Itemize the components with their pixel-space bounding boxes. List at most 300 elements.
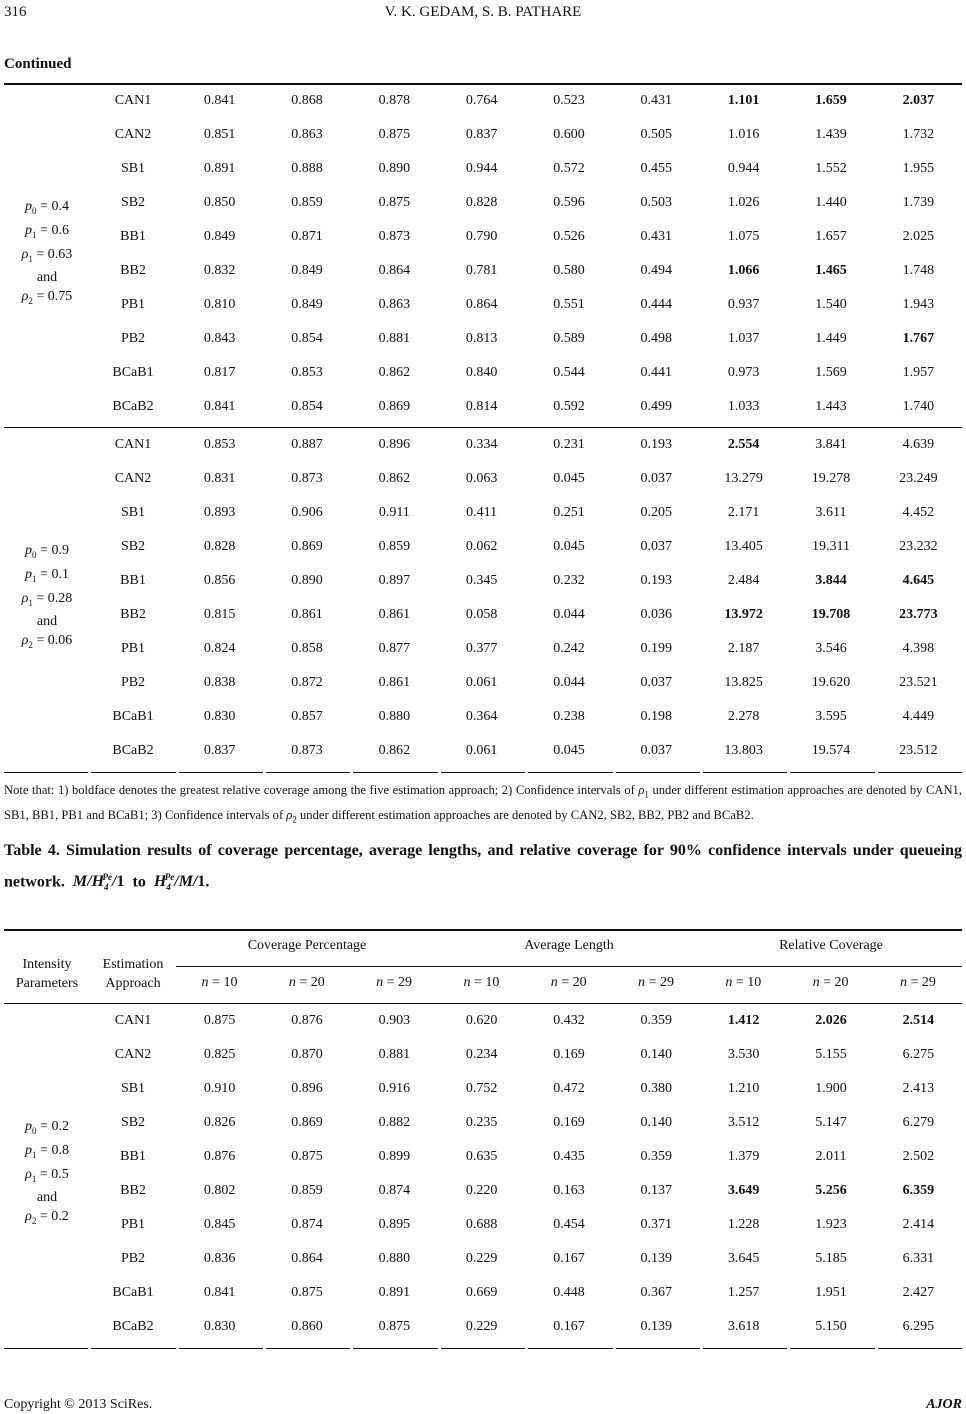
value-cell: 0.877 <box>378 641 411 656</box>
value-cell: 0.853 <box>291 365 323 380</box>
value-cell: 0.893 <box>203 505 236 520</box>
value-cell: 0.876 <box>203 1149 236 1164</box>
value-cell: 0.868 <box>291 93 323 108</box>
value-cell: 0.377 <box>465 641 498 656</box>
header-n-20: n = 20 <box>550 975 587 990</box>
value-cell: 0.367 <box>640 1285 673 1300</box>
table4-top-rule <box>4 929 962 931</box>
value-cell: 0.061 <box>465 675 498 690</box>
value-cell: 0.037 <box>640 471 673 486</box>
n-symbol: n <box>376 975 384 990</box>
value-cell: 0.861 <box>378 607 411 622</box>
parameter-subscript: 1 <box>32 573 37 584</box>
value-cell: 3.618 <box>727 1319 760 1334</box>
value-cell: 0.044 <box>553 607 585 622</box>
table-row <box>4 496 962 530</box>
value-cell: 0.861 <box>378 675 411 690</box>
parameter-symbol: ρ <box>21 590 29 606</box>
value-cell: 6.359 <box>902 1183 935 1198</box>
value-cell: 0.045 <box>553 743 585 758</box>
approach-cell: BCaB1 <box>112 709 154 724</box>
value-cell: 0.498 <box>640 331 673 346</box>
value-cell: 0.862 <box>378 471 411 486</box>
value-cell: 2.011 <box>815 1149 847 1164</box>
value-cell: 0.596 <box>553 195 585 210</box>
value-cell: 1.540 <box>815 297 847 312</box>
value-cell: 0.790 <box>465 229 498 244</box>
value-cell: 2.554 <box>727 437 760 452</box>
parameter-line: and <box>36 270 58 286</box>
value-cell: 1.951 <box>815 1285 847 1300</box>
value-cell: 0.841 <box>203 399 236 414</box>
value-cell: 0.910 <box>203 1081 236 1096</box>
parameter-symbol: p <box>25 1142 33 1158</box>
parameter-line <box>4 589 90 613</box>
value-cell: 1.740 <box>902 399 935 414</box>
value-cell: 0.551 <box>553 297 585 312</box>
parameter-subscript: 2 <box>31 1216 37 1227</box>
header-n-29: n = 29 <box>376 975 413 990</box>
value-cell: 0.836 <box>203 1251 236 1266</box>
value-cell: 0.944 <box>465 161 498 176</box>
value-cell: 0.441 <box>640 365 673 380</box>
parameter-value: = 0.5 <box>39 1166 69 1182</box>
header-n-29: n = 29 <box>899 975 936 990</box>
value-cell: 0.875 <box>291 1285 323 1300</box>
value-cell: 0.862 <box>378 365 411 380</box>
value-cell: 0.235 <box>465 1115 498 1130</box>
table-row <box>4 356 962 390</box>
parameter-value: = 0.2 <box>39 1209 69 1225</box>
value-cell: 1.657 <box>815 229 847 244</box>
value-cell: 1.026 <box>727 195 760 210</box>
value-cell: 0.167 <box>553 1251 585 1266</box>
parameter-line: and <box>36 1190 58 1206</box>
value-cell: 6.295 <box>902 1319 935 1334</box>
value-cell: 0.911 <box>378 505 410 520</box>
value-cell: 0.860 <box>291 1319 323 1334</box>
header-n-20: n = 20 <box>288 975 325 990</box>
n-symbol: n <box>638 975 646 990</box>
value-cell: 5.155 <box>815 1047 847 1062</box>
table-row <box>4 1140 962 1174</box>
value-cell: 0.875 <box>378 195 411 210</box>
parameter-value: = 0.63 <box>36 246 73 262</box>
parameter-symbol: p <box>25 222 33 238</box>
value-cell: 0.875 <box>291 1149 323 1164</box>
value-cell: 0.037 <box>640 539 673 554</box>
parameter-line <box>4 1117 90 1141</box>
n-value: 20 <box>310 975 325 990</box>
table-row <box>4 734 962 768</box>
value-cell: 0.841 <box>203 93 236 108</box>
value-cell: 0.916 <box>378 1081 411 1096</box>
value-cell: 0.880 <box>378 709 411 724</box>
value-cell: 0.205 <box>640 505 673 520</box>
value-cell: 0.869 <box>291 1115 323 1130</box>
table-row <box>4 632 962 666</box>
parameter-value: = 0.4 <box>40 198 69 214</box>
value-cell: 0.193 <box>640 437 673 452</box>
value-cell: 6.279 <box>902 1115 935 1130</box>
value-cell: 1.955 <box>902 161 935 176</box>
value-cell: 1.210 <box>727 1081 760 1096</box>
n-value: 29 <box>921 975 936 990</box>
page-number: 316 <box>4 4 27 20</box>
value-cell: 1.379 <box>727 1149 760 1164</box>
value-cell: 1.659 <box>815 93 847 108</box>
parameter-symbol: ρ <box>21 246 29 262</box>
parameter-subscript: 1 <box>28 253 33 264</box>
value-cell: 0.899 <box>378 1149 411 1164</box>
parameter-line <box>4 631 90 655</box>
approach-cell: BCaB1 <box>112 365 154 380</box>
parameter-symbol: ρ <box>21 633 29 649</box>
approach-cell: SB1 <box>120 505 146 520</box>
value-cell: 0.858 <box>291 641 323 656</box>
approach-cell: CAN2 <box>114 1047 152 1062</box>
n-value: 20 <box>834 975 849 990</box>
value-cell: 0.906 <box>291 505 323 520</box>
approach-cell: BCaB2 <box>112 399 154 414</box>
parameter-subscript: 1 <box>32 1149 37 1160</box>
value-cell: 0.813 <box>465 331 498 346</box>
value-cell: 0.359 <box>640 1149 673 1164</box>
n-value: 10 <box>747 975 762 990</box>
value-cell: 1.943 <box>902 297 935 312</box>
parameter-subscript: 2 <box>28 640 33 651</box>
value-cell: 1.101 <box>727 93 760 108</box>
header-n-20: n = 20 <box>812 975 849 990</box>
value-cell: 0.592 <box>553 399 585 414</box>
value-cell: 13.972 <box>724 607 763 622</box>
parameter-line <box>4 197 90 221</box>
value-cell: 0.359 <box>640 1013 673 1028</box>
value-cell: 1.440 <box>815 195 847 210</box>
value-cell: 19.278 <box>811 471 851 486</box>
value-cell: 1.739 <box>902 195 935 210</box>
n-symbol: n <box>550 975 558 990</box>
approach-cell: CAN1 <box>114 1013 152 1028</box>
value-cell: 0.444 <box>640 297 673 312</box>
value-cell: 0.062 <box>465 539 498 554</box>
value-cell: 0.873 <box>291 471 323 486</box>
value-cell: 0.826 <box>203 1115 236 1130</box>
approach-cell: PB2 <box>120 1251 146 1266</box>
value-cell: 0.229 <box>465 1251 498 1266</box>
n-symbol: n <box>812 975 820 990</box>
value-cell: 0.882 <box>378 1115 411 1130</box>
value-cell: 0.843 <box>203 331 236 346</box>
value-cell: 0.234 <box>465 1047 498 1062</box>
value-cell: 0.859 <box>378 539 411 554</box>
parameter-value: = 0.75 <box>36 289 73 305</box>
value-cell: 0.169 <box>553 1115 585 1130</box>
table-note <box>4 780 962 829</box>
table-row <box>4 462 962 496</box>
value-cell: 0.875 <box>203 1013 236 1028</box>
value-cell: 5.147 <box>815 1115 847 1130</box>
value-cell: 0.544 <box>553 365 585 380</box>
value-cell: 23.521 <box>899 675 938 690</box>
value-cell: 0.764 <box>465 93 498 108</box>
approach-cell: PB1 <box>120 641 146 656</box>
value-cell: 0.869 <box>291 539 323 554</box>
value-cell: 1.033 <box>727 399 760 414</box>
approach-cell: CAN1 <box>114 437 152 452</box>
value-cell: 0.831 <box>203 471 236 486</box>
header-coverage-percentage: Coverage Percentage <box>247 938 367 953</box>
value-cell: 1.465 <box>815 263 847 278</box>
value-cell: 13.279 <box>724 471 763 486</box>
value-cell: 0.863 <box>291 127 323 142</box>
header-n-29: n = 29 <box>638 975 674 990</box>
approach-cell: BCaB2 <box>112 1319 154 1334</box>
note-rho2: ρ <box>286 807 293 822</box>
value-cell: 0.251 <box>553 505 585 520</box>
value-cell: 19.620 <box>811 675 851 690</box>
value-cell: 2.413 <box>902 1081 935 1096</box>
value-cell: 1.767 <box>902 331 935 346</box>
value-cell: 0.875 <box>378 127 411 142</box>
value-cell: 2.187 <box>727 641 760 656</box>
value-cell: 0.163 <box>553 1183 585 1198</box>
value-cell: 0.881 <box>378 331 411 346</box>
value-cell: 0.432 <box>553 1013 585 1028</box>
value-cell: 3.530 <box>727 1047 760 1062</box>
approach-cell: CAN2 <box>114 471 152 486</box>
group-parameters <box>4 1004 90 1344</box>
value-cell: 0.220 <box>465 1183 498 1198</box>
table3-group-1 <box>4 84 962 424</box>
table-row <box>4 1004 962 1038</box>
value-cell: 0.824 <box>203 641 236 656</box>
value-cell: 0.891 <box>203 161 236 176</box>
table-row <box>4 390 962 424</box>
table4-subheader-rule <box>176 966 962 967</box>
parameter-subscript: 0 <box>32 205 37 216</box>
value-cell: 0.334 <box>465 437 498 452</box>
parameter-symbol: p <box>25 198 33 214</box>
parameter-line <box>4 541 90 565</box>
value-cell: 1.449 <box>815 331 847 346</box>
value-cell: 0.888 <box>291 161 323 176</box>
value-cell: 0.600 <box>553 127 585 142</box>
value-cell: 0.973 <box>727 365 760 380</box>
value-cell: 0.890 <box>378 161 411 176</box>
value-cell: 1.443 <box>815 399 847 414</box>
value-cell: 4.639 <box>902 437 935 452</box>
table4-caption: Table 4. Simulation results of coverage percentage, average lengths, and relative coverage for 90% confidence intervals under queueing network. $M/H_4^{Pe}/1$ to $H_4^{Pe}/M/1$. <box>4 842 962 893</box>
table-row <box>4 598 962 632</box>
caption-to: to <box>132 873 146 891</box>
value-cell: 23.232 <box>899 539 938 554</box>
value-cell: 0.503 <box>640 195 673 210</box>
value-cell: 0.825 <box>203 1047 236 1062</box>
table-row <box>4 428 962 462</box>
approach-cell: PB1 <box>120 297 146 312</box>
value-cell: 0.873 <box>291 743 323 758</box>
approach-cell: BB1 <box>120 1149 146 1164</box>
value-cell: 0.817 <box>203 365 236 380</box>
value-cell: 0.944 <box>727 161 760 176</box>
value-cell: 0.364 <box>465 709 498 724</box>
value-cell: 0.242 <box>553 641 585 656</box>
value-cell: 3.649 <box>727 1183 760 1198</box>
value-cell: 0.859 <box>291 195 323 210</box>
n-symbol: n <box>288 975 296 990</box>
group-parameters <box>4 84 90 424</box>
value-cell: 0.199 <box>640 641 673 656</box>
approach-cell: BB2 <box>120 607 146 622</box>
value-cell: 0.198 <box>640 709 673 724</box>
value-cell: 0.874 <box>378 1183 411 1198</box>
table-row <box>4 1276 962 1310</box>
value-cell: 0.139 <box>640 1251 673 1266</box>
value-cell: 1.412 <box>727 1013 760 1028</box>
value-cell: 0.869 <box>378 399 411 414</box>
table-row <box>4 1038 962 1072</box>
value-cell: 0.837 <box>465 127 498 142</box>
table-row <box>4 1174 962 1208</box>
approach-cell: BB2 <box>120 263 146 278</box>
value-cell: 3.595 <box>815 709 847 724</box>
continued-label: Continued <box>4 56 72 72</box>
value-cell: 2.514 <box>902 1013 935 1028</box>
value-cell: 2.026 <box>815 1013 847 1028</box>
parameter-value: = 0.2 <box>40 1118 69 1134</box>
value-cell: 0.814 <box>465 399 498 414</box>
value-cell: 0.878 <box>378 93 411 108</box>
value-cell: 5.256 <box>815 1183 847 1198</box>
value-cell: 0.037 <box>640 675 673 690</box>
value-cell: 0.830 <box>203 709 236 724</box>
value-cell: 0.037 <box>640 743 673 758</box>
value-cell: 0.853 <box>203 437 236 452</box>
approach-cell: SB2 <box>120 539 146 554</box>
table4-group-1 <box>4 1004 962 1344</box>
header-n-10: n = 10 <box>725 975 762 990</box>
value-cell: 3.611 <box>815 505 847 520</box>
value-cell: 0.045 <box>553 539 585 554</box>
table3-bottom-rule <box>4 772 962 773</box>
parameter-value: = 0.9 <box>40 542 69 558</box>
value-cell: 0.857 <box>291 709 323 724</box>
value-cell: 1.257 <box>727 1285 760 1300</box>
value-cell: 6.331 <box>902 1251 935 1266</box>
note-text-2: under different estimation approaches are denoted by CAN1, SB1, BB1, PB1 and BCaB1; 3) Confidence intervals of <box>4 783 962 822</box>
value-cell: 0.238 <box>553 709 585 724</box>
table-row <box>4 220 962 254</box>
value-cell: 1.037 <box>727 331 760 346</box>
header-n-10: n = 10 <box>463 975 500 990</box>
value-cell: 1.569 <box>815 365 847 380</box>
value-cell: 4.452 <box>902 505 935 520</box>
value-cell: 0.896 <box>378 437 411 452</box>
value-cell: 0.880 <box>378 1251 411 1266</box>
parameter-value: = 0.6 <box>40 222 69 238</box>
value-cell: 0.897 <box>378 573 411 588</box>
value-cell: 0.863 <box>378 297 411 312</box>
n-value: 10 <box>223 975 238 990</box>
table4-bottom-rule <box>4 1348 962 1349</box>
table-row <box>4 1106 962 1140</box>
approach-cell: BB1 <box>120 229 146 244</box>
value-cell: 0.229 <box>465 1319 498 1334</box>
value-cell: 0.864 <box>291 1251 323 1266</box>
value-cell: 3.841 <box>815 437 847 452</box>
value-cell: 0.873 <box>378 229 411 244</box>
value-cell: 0.870 <box>291 1047 323 1062</box>
table-row <box>4 288 962 322</box>
value-cell: 0.061 <box>465 743 498 758</box>
value-cell: 4.645 <box>902 573 935 588</box>
value-cell: 1.066 <box>727 263 760 278</box>
value-cell: 0.832 <box>203 263 236 278</box>
value-cell: 0.887 <box>291 437 323 452</box>
value-cell: 0.572 <box>553 161 585 176</box>
value-cell: 0.849 <box>291 263 323 278</box>
value-cell: 5.150 <box>815 1319 847 1334</box>
parameter-symbol: ρ <box>21 289 29 305</box>
header-relative-coverage: Relative Coverage <box>779 938 883 953</box>
footer-copyright: Copyright © 2013 SciRes. <box>4 1397 153 1412</box>
table-row <box>4 1072 962 1106</box>
value-cell: 1.228 <box>727 1217 760 1232</box>
value-cell: 0.193 <box>640 573 673 588</box>
value-cell: 0.669 <box>465 1285 498 1300</box>
approach-cell: CAN1 <box>114 93 152 108</box>
n-symbol: n <box>201 975 209 990</box>
value-cell: 0.810 <box>203 297 236 312</box>
value-cell: 1.900 <box>815 1081 847 1096</box>
value-cell: 3.512 <box>727 1115 760 1130</box>
value-cell: 0.875 <box>378 1319 411 1334</box>
parameter-line: and <box>36 614 58 630</box>
value-cell: 0.837 <box>203 743 236 758</box>
value-cell: 1.016 <box>727 127 760 142</box>
value-cell: 0.139 <box>640 1319 673 1334</box>
parameter-line <box>4 1165 90 1189</box>
parameter-value: = 0.1 <box>40 566 69 582</box>
value-cell: 1.439 <box>815 127 847 142</box>
table-row <box>4 530 962 564</box>
parameter-symbol: p <box>25 542 33 558</box>
value-cell: 0.845 <box>203 1217 236 1232</box>
approach-cell: PB2 <box>120 675 146 690</box>
value-cell: 0.856 <box>203 573 236 588</box>
note-text-3: under different estimation approaches are denoted by CAN2, SB2, BB2, PB2 and BCaB2. <box>296 807 754 822</box>
value-cell: 0.890 <box>291 573 323 588</box>
value-cell: 2.171 <box>727 505 760 520</box>
value-cell: 3.546 <box>815 641 847 656</box>
table-row <box>4 564 962 598</box>
value-cell: 0.044 <box>553 675 585 690</box>
value-cell: 0.828 <box>465 195 498 210</box>
approach-cell: PB1 <box>120 1217 146 1232</box>
value-cell: 23.249 <box>899 471 938 486</box>
value-cell: 0.871 <box>291 229 323 244</box>
value-cell: 0.635 <box>465 1149 498 1164</box>
parameter-symbol: p <box>25 1118 33 1134</box>
approach-cell: PB2 <box>120 331 146 346</box>
value-cell: 1.552 <box>815 161 847 176</box>
parameter-subscript: 0 <box>32 1125 37 1136</box>
parameter-value: = 0.06 <box>36 633 73 649</box>
value-cell: 0.231 <box>553 437 585 452</box>
value-cell: 2.037 <box>902 93 935 108</box>
n-value: 29 <box>398 975 413 990</box>
